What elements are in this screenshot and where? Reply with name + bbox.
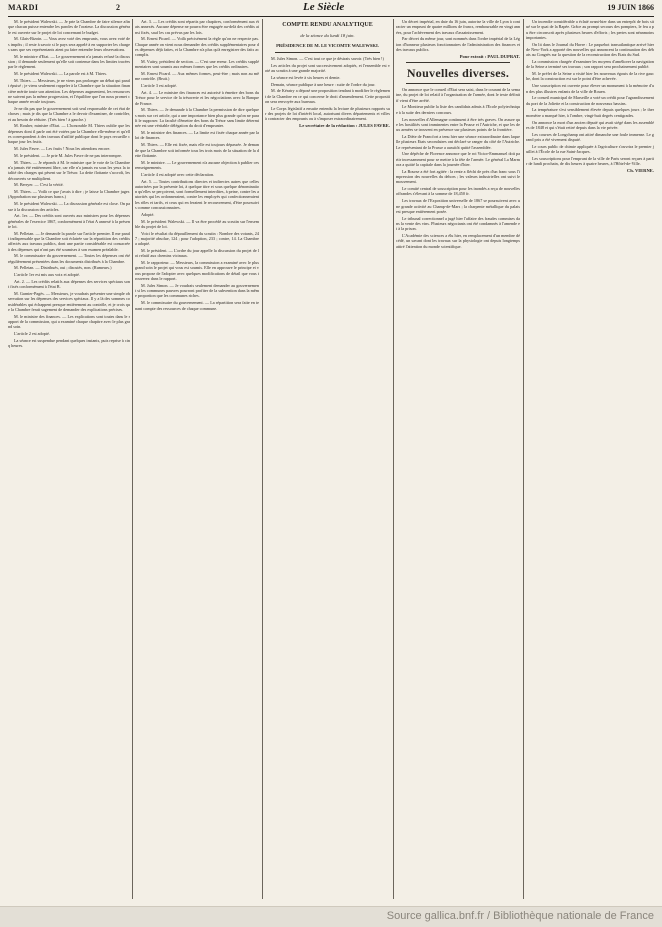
article-paragraph: L'article 1er est mis aux voix et adopté. — [14, 272, 80, 278]
article-paragraph: Le tribunal correctionnel a jugé hier l'affaire des fraudes commises dans la vente des vins. Plusieurs négociants ont été condamnés à l'amende et à la prison. — [396, 215, 520, 232]
page-number: 2 — [116, 3, 120, 12]
column-4 — [396, 19, 520, 899]
article-paragraph: M. Thiers. — Je réponds à M. le ministre que le vote de la Chambre n'a jamais été entièrement libre, car elle n'a jamais eu sous les yeux la totalité des charges qui pèsent sur le Trésor. La dette flottante s'accroît, les découverts se multiplient. — [8, 159, 130, 181]
article-paragraph: Une dépêche de Florence annonce que le roi Victor-Emmanuel doit partir incessamment pour se mettre à la tête de l'armée. Le général La Marmora a quitté la capitale dans la journée d'hier. — [396, 151, 520, 167]
article-paragraph: M. Pelletan. — Distribués, oui ; discutés, non. (Rumeurs.) — [14, 265, 112, 271]
signature-extract: Pour extrait : PAUL DUPRAT. — [459, 53, 520, 59]
article-paragraph: On lit dans le Journal du Havre : Le paquebot transatlantique arrivé hier de New-York a apporté des nouvelles qui annoncent la continuation des débats au Congrès sur la question de la reconstruction des Etats du Sud. — [526, 41, 654, 58]
article-paragraph: M. le ministre des finances. — Les explications sont toutes dans le rapport de la commission, qui a examiné chaque chapitre avec le plus grand soin. — [8, 313, 130, 330]
column-divider — [393, 19, 394, 899]
masthead — [8, 3, 654, 17]
article-paragraph: Demain, séance publique à une heure : suite de l'ordre du jour. — [271, 81, 376, 87]
masthead-day: MARDI — [8, 3, 39, 12]
article-paragraph: M. le ministre d'Etat. — Le gouvernement n'a jamais refusé la discussion ; il demande seulement qu'elle soit contenue dans les limites tracées par le règlement. — [8, 53, 130, 70]
article-paragraph: M. Thiers. — Elle est fixée, mais elle est toujours dépassée. Je demande que la Chambre soit informée tous les trois mois de la situation de la dette flottante. — [135, 142, 259, 158]
article-paragraph: Une souscription est ouverte pour élever un monument à la mémoire d'un des plus illustres enfants de la ville de Rouen. — [526, 83, 654, 94]
review-presidence: PRÉSIDENCE DE M. LE VICOMTE WALEWSKI. — [276, 43, 379, 48]
column-divider — [523, 19, 524, 899]
article-paragraph: On annonce la mort d'un ancien député qui avait siégé dans les assemblées de 1848 et qui s'était retiré depuis dans la vie privée. — [526, 119, 654, 130]
article-paragraph: Art. 2. — Les crédits relatifs aux dépenses des services spéciaux sont fixés conformément à l'état B. — [8, 279, 130, 290]
article-paragraph: Art. 4. — Le ministre des finances est autorisé à émettre des bons du Trésor pour le service de la trésorerie et les négociations avec la Banque de France. — [135, 90, 259, 106]
article-paragraph: M. le commissaire du gouvernement. — Toutes les dépenses ont été régulièrement présentées dans les documents distribués à la Chambre. — [8, 253, 130, 264]
article-paragraph: Adopté. — [141, 211, 155, 217]
article-paragraph: Les travaux de l'Exposition universelle de 1867 se poursuivent avec une grande activité au Champ-de-Mars ; la charpente métallique du palais est presque entièrement posée. — [396, 198, 520, 214]
article-paragraph: M. Garnier-Pagès. — Messieurs, je voudrais présenter une simple observation sur les dépenses des services spéciaux. Il y a là des sommes considérables qui échappent presque entièrement au contrôle, et je crois que la Chambre ferait sagement de demander des explications précises. — [8, 291, 130, 313]
article-paragraph: La séance est levée à six heures et demie. — [271, 74, 341, 80]
article-paragraph: M. le président. — Je prie M. Jules Favre de ne pas interrompre. — [14, 152, 122, 158]
masthead-date: 19 JUIN 1866 — [607, 3, 654, 12]
article-paragraph: M. Thiers. — Messieurs, je ne viens pas prolonger un débat qui paraît épuisé ; je viens seulement rappeler à la Chambre que la situation financière mérite toute son attention. Les dépenses augmentent, les ressources ne suivent pas la même progression, et l'équilibre que l'on nous promet chaque année recule toujours. — [8, 77, 130, 105]
article-paragraph: L'article 3 est adopté. — [141, 83, 177, 89]
article-paragraph: Je ne dis pas que le gouvernement soit seul responsable de cet état de choses ; mais je dis que la Chambre a le devoir d'examiner, de contrôler, et au besoin de réduire. (Très bien ! à gauche.) — [8, 105, 130, 122]
article-paragraph: M. Rouher, ministre d'Etat. — L'honorable M. Thiers oublie que les dépenses dont il parle ont été votées par la Chambre elle-même et qu'elles correspondent à des travaux d'utilité publique dont le pays recueille chaque jour les fruits. — [8, 123, 130, 145]
review-heading: COMPTE RENDU ANALYTIQUE — [282, 22, 373, 28]
article-paragraph: M. le ministre. — Le gouvernement n'a aucune objection à publier ces renseignements. — [135, 159, 259, 170]
article-paragraph: Le Moniteur publie la liste des candidats admis à l'Ecole polytechnique à la suite des derniers concours. — [396, 104, 520, 115]
article-paragraph: M. Vuitry, président de section. — C'est une erreur. Les crédits supplémentaires sont soumis aux mêmes formes que les crédits ordinaires. — [135, 59, 259, 70]
article-paragraph: M. le président Walewski. — Je prie la Chambre de faire silence afin que chacun puisse entendre les paroles de l'orateur. La discussion générale est ouverte sur le projet de loi concernant le budget. — [8, 19, 130, 35]
article-paragraph: M. Pelletan. — Je demande la parole sur l'article premier. Il me paraît indispensable que la Chambre soit éclairée sur la répartition des crédits affectés aux travaux publics, dont une partie considérable est consacrée à des dépenses qui n'ont pas été soumises à son examen préalable. — [8, 230, 130, 252]
section-rule — [406, 62, 510, 63]
article-paragraph: M. Berryer. — C'est la vérité. — [14, 182, 64, 188]
article-paragraph: Art. 1er. — Des crédits sont ouverts aux ministres pour les dépenses générales de l'exercice 1867, conformément à l'état A annexé à la présente loi. — [8, 213, 130, 229]
column-3 — [265, 19, 390, 899]
source-credit: Source gallica.bnf.fr / Bibliothèque nationale de France — [386, 910, 654, 922]
newspaper-title: Le Siècle — [303, 1, 345, 13]
article-paragraph: M. Ernest Picard. — Aux mêmes formes, peut-être ; mais non au même contrôle. (Bruit.) — [135, 71, 259, 82]
article-paragraph: M. Jules Simon. — C'est tout ce que je désirais savoir. (Très bien !) — [271, 56, 384, 61]
article-paragraph: La température s'est sensiblement élevée depuis quelques jours ; le thermomètre a marqué hier, à l'ombre, vingt-huit degrés centigrades. — [526, 107, 654, 118]
article-paragraph: La Diète de Francfort a tenu hier une séance extraordinaire dans laquelle plusieurs Etats secondaires ont déclaré se ranger du côté de l'Autriche. Le représentant de la Prusse a aussitôt quitté l'assemblée. — [396, 133, 520, 150]
column-divider — [132, 19, 133, 899]
article-paragraph: Voici le résultat du dépouillement du scrutin : Nombre des votants, 247 ; majorité absolue, 124 ; pour l'adoption, 233 ; contre, 14. La Chambre a adopté. — [135, 230, 259, 247]
article-paragraph: Les courses de Longchamp ont attiré dimanche une foule immense. Le grand prix a été vivement disputé. — [526, 131, 654, 142]
article-paragraph: M. le préfet de la Seine a visité hier les nouveaux égouts de la rive gauche, dont la construction est sur le point d'être achevée. — [526, 71, 654, 82]
article-paragraph: La commission chargée d'examiner les moyens d'améliorer la navigation de la Seine a terminé ses travaux ; son rapport sera prochainement publié. — [526, 59, 654, 70]
column-5 — [526, 19, 654, 899]
article-paragraph: On annonce que le conseil d'Etat sera saisi, dans le courant de la semaine, du projet de loi relatif à l'organisation de l'armée, dont le texte définitif vient d'être arrêté. — [396, 87, 520, 103]
article-paragraph: Le Corps législatif a ensuite entendu la lecture de plusieurs rapports sur des projets de loi d'intérêt local, autorisant divers départements et villes à contracter des emprunts ou à s'imposer extraordinairement. — [265, 105, 390, 122]
article-paragraph: L'Académie des sciences a élu hier, en remplacement d'un membre décédé, un savant dont les travaux sur la physiologie ont depuis longtemps attiré l'attention du monde scientifique. — [396, 233, 520, 249]
article-paragraph: L'article 2 est adopté. — [14, 331, 50, 337]
article-paragraph: Art. 5. — Toutes contributions directes et indirectes autres que celles autorisées par la présente loi, à quelque titre et sous quelque dénomination qu'elles se perçoivent, sont formellement interdites, à peine, contre les autorités qui les ordonneraient, contre les employés qui confectionneraient les rôles et tarifs, et ceux qui en feraient le recouvrement, d'être poursuivis comme concussionnaires. — [135, 178, 259, 210]
article-paragraph: Les nouvelles d'Allemagne continuent à être très graves. On assure que les hostilités sont imminentes entre la Prusse et l'Autriche, et que les deux armées se trouvent en présence sur plusieurs points de la frontière. — [396, 116, 520, 133]
article-paragraph: Le cours public de chimie appliquée à l'agriculture s'ouvrira le premier juillet à l'École de la rue Saint-Jacques. — [526, 143, 654, 155]
section-rule — [275, 52, 380, 53]
column-divider — [262, 19, 263, 899]
article-paragraph: M. le président. — L'ordre du jour appelle la discussion du projet de loi relatif aux chemins vicinaux. — [135, 248, 259, 259]
article-paragraph: M. le rapporteur. — Messieurs, la commission a examiné avec le plus grand soin le projet qui vous est soumis. Elle en approuve le principe et vous propose de l'adopter avec quelques modifications de détail que vous trouverez dans le rapport. — [135, 260, 259, 282]
column-2 — [135, 19, 259, 899]
article-paragraph: Art. 3. — Les crédits sont répartis par chapitres, conformément aux états annexés. Aucune dépense ne pourra être engagée au-delà des crédits ainsi fixés, sauf les cas prévus par les lois. — [135, 19, 259, 35]
signature-secretary: Le secrétaire de la rédaction : JULES FAVRE. — [299, 123, 390, 129]
article-paragraph: M. Jules Simon. — Je voudrais seulement demander au gouvernement si les communes pauvres pourront profiter de la subvention dans la même proportion que les communes riches. — [135, 282, 259, 299]
article-paragraph: M. le président Walewski. — Il va être procédé au scrutin sur l'ensemble du projet de loi. — [135, 218, 259, 229]
article-paragraph: M. le président Walewski. — La discussion générale est close. On passe à la discussion des articles. — [8, 201, 130, 212]
article-paragraph: M. de Kératry a déposé une proposition tendant à modifier le règlement de la Chambre en ce qui concerne le droit d'amendement. Cette proposition sera renvoyée aux bureaux. — [265, 88, 390, 105]
article-paragraph: Les souscriptions pour l'emprunt de la ville de Paris seront reçues à partir de lundi prochain, de dix heures à quatre heures, à l'Hôtel-de-Ville. — [526, 155, 654, 167]
article-paragraph: M. le commissaire du gouvernement. — La répartition sera faite en tenant compte des ressources de chaque commune. — [135, 300, 259, 311]
source-footer — [0, 906, 662, 927]
article-paragraph: Les articles du projet sont successivement adoptés, et l'ensemble est voté au scrutin à une grande majorité. — [265, 62, 390, 74]
nouvelles-heading: Nouvelles diverses. — [406, 66, 510, 81]
article-paragraph: Le conseil municipal de Marseille a voté un crédit pour l'agrandissement du port de la Joliette et la construction de nouveaux bassins. — [526, 95, 654, 106]
article-paragraph: Un décret impérial, en date du 16 juin, autorise la ville de Lyon à contracter un emprunt de quatre millions de francs, remboursable en vingt années, pour l'achèvement des travaux d'assainissement. — [396, 19, 520, 35]
article-paragraph: M. Thiers. — Voilà ce que j'avais à dire ; je laisse la Chambre juger. (Approbation sur plusieurs bancs.) — [8, 189, 130, 200]
article-paragraph: M. le ministre des finances. — La limite est fixée chaque année par la loi de finances. — [135, 130, 259, 141]
article-paragraph: Un incendie considérable a éclaté avant-hier dans un entrepôt de bois situé sur le quai de la Rapée. Grâce au prompt secours des pompiers, le feu a pu être circonscrit après plusieurs heures d'efforts ; les pertes sont néanmoins importantes. — [526, 19, 654, 40]
article-paragraph: La séance est suspendue pendant quelques instants, puis reprise à cinq heures. — [8, 338, 130, 349]
section-rule — [406, 83, 510, 84]
article-paragraph: L'article 4 est adopté avec cette déclaration. — [141, 171, 215, 177]
review-subheading: de la séance du lundi 18 juin. — [300, 33, 355, 38]
signature-author: Ch. VIERNE. — [626, 167, 654, 173]
masthead-rule — [8, 16, 654, 17]
article-paragraph: M. Thiers. — Je demande à la Chambre la permission de dire quelques mots sur cet article, qui a une importance bien plus grande qu'on ne paraît le supposer. La faculté d'émettre des bons du Trésor sans limite déterminée est une véritable délégation du droit d'emprunter. — [135, 107, 259, 129]
article-paragraph: Le comité central de souscription pour les inondés a reçu de nouvelles offrandes s'élevant à la somme de 18,450 fr. — [396, 186, 520, 197]
article-paragraph: Par décret du même jour, sont nommés dans l'ordre impérial de la Légion d'honneur plusieurs fonctionnaires de l'administration des finances et des travaux publics. — [396, 36, 520, 52]
article-paragraph: M. Jules Favre. — Les fruits ! Nous les attendons encore. — [14, 146, 111, 152]
column-1 — [8, 19, 130, 899]
article-paragraph: La Bourse a été fort agitée : la rente a fléchi de près d'un franc sous l'impression des nouvelles du dehors ; les valeurs industrielles ont suivi le mouvement. — [396, 168, 520, 185]
article-paragraph: M. Ernest Picard. — Voilà précisément la règle qu'on ne respecte pas. Chaque année on vient nous demander des crédits supplémentaires pour des dépenses déjà faites, et la Chambre n'a plus qu'à enregistrer des faits accomplis. — [135, 36, 259, 58]
article-paragraph: M. le président Walewski. — La parole est à M. Thiers. — [14, 71, 108, 77]
article-paragraph: M. Glais-Bizoin. — Vous avez voté des emprunts, vous avez voté des impôts ; il reste à savoir si le pays sera appelé à en supporter les charges sans que ses représentants aient pu faire entendre leurs observations. — [8, 36, 130, 52]
